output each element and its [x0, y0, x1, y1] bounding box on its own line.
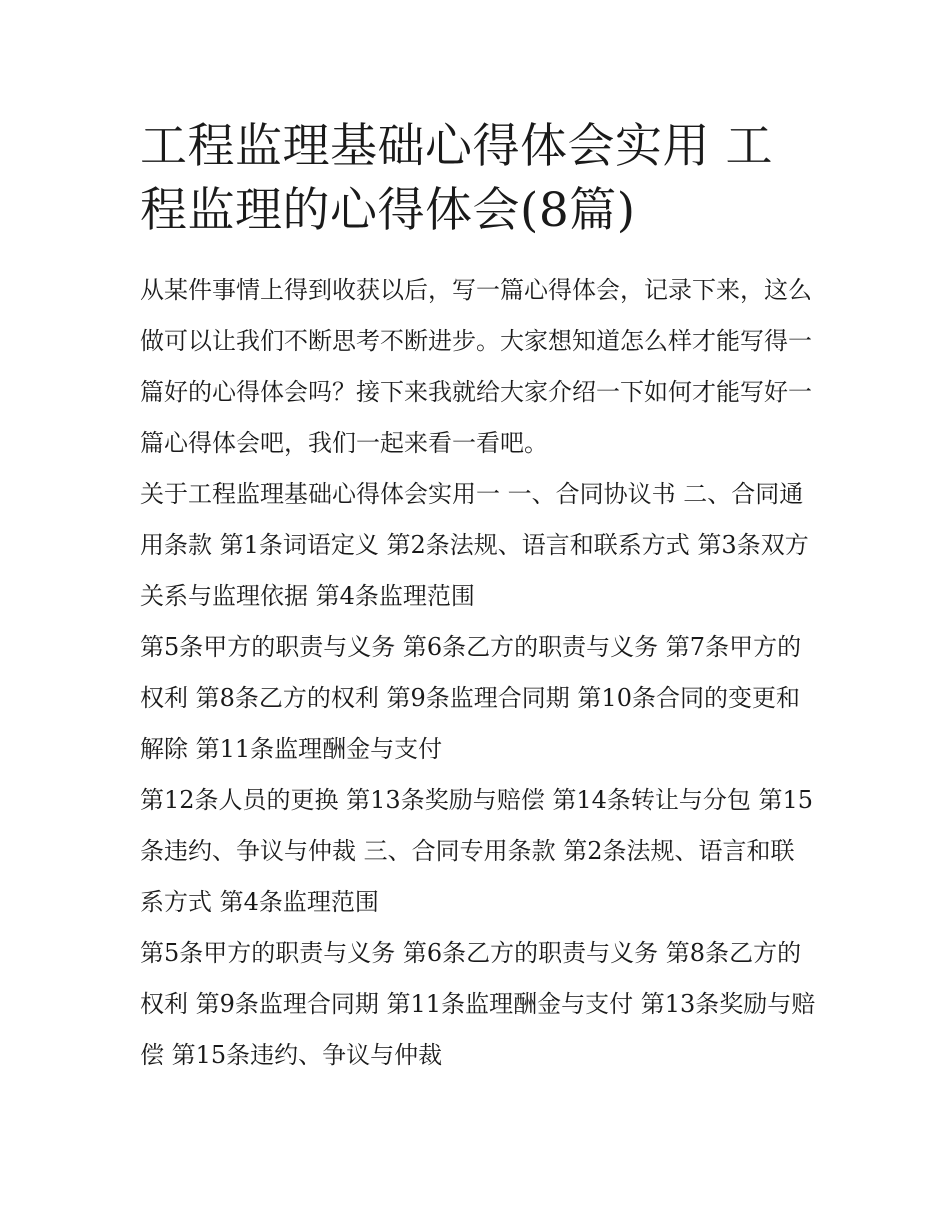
document-title: 工程监理基础心得体会实用 工程监理的心得体会(8篇) — [140, 119, 773, 238]
intro-paragraph: 从某件事情上得到收获以后，写一篇心得体会，记录下来，这么做可以让我们不断思考不断进步。大家想知道怎么样才能写得一篇好的心得体会吗？接下来我就给大家介绍一下如何才能写好一篇心得体会吧，我们一起来看一看吧。 — [140, 276, 812, 457]
general-clauses-paragraph: 第5条甲方的职责与义务 第6条乙方的职责与义务 第7条甲方的权利 第8条乙方的权利 第9条监理合同期 第10条合同的变更和解除 第11条监理酬金与支付 — [140, 633, 802, 763]
contract-outline-paragraph: 关于工程监理基础心得体会实用一 一、合同协议书 二、合同通用条款 第1条词语定义 第2条法规、语言和联系方式 第3条双方关系与监理依据 第4条监理范围 — [140, 480, 809, 610]
special-clauses-continued-paragraph: 第5条甲方的职责与义务 第6条乙方的职责与义务 第8条乙方的权利 第9条监理合同期 第11条监理酬金与支付 第13条奖励与赔偿 第15条违约、争议与仲裁 — [140, 939, 816, 1069]
special-clauses-paragraph: 第12条人员的更换 第13条奖励与赔偿 第14条转让与分包 第15条违约、争议与仲裁 三、合同专用条款 第2条法规、语言和联系方式 第4条监理范围 — [140, 786, 814, 916]
document-page — [140, 115, 816, 1081]
